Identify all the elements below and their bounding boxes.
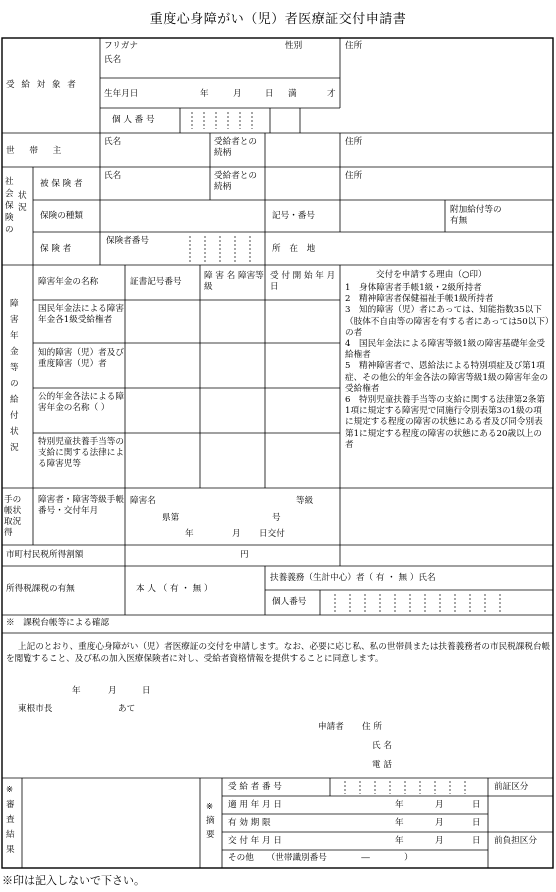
handbook-disability-name: 障害名 — [130, 496, 156, 506]
recipient-section-label: 受 給 対 象 者 — [6, 80, 78, 90]
office-valid-month: 月 — [435, 818, 444, 828]
pension-row-1: 国民年金法による障害年金各1級受給権者 — [38, 304, 124, 325]
reason-item-3: 3 知的障害（児）者にあっては、知能指数35以下（肢体不自由等の障害を有する者にあっては50以下）の者 — [345, 305, 550, 338]
insured-relation-label: 受給者との続柄 — [214, 171, 257, 192]
reason-item-2: 2 精神障害者保健福祉手帳1級所持者 — [345, 294, 494, 305]
handbook-label: 障害者・障害等級手帳番号・交付年月 — [38, 495, 124, 516]
insured-address-label: 住所 — [345, 171, 363, 181]
insurer-no-label: 保険者番号 — [106, 236, 149, 246]
office-prev-burden: 前負担区分 — [494, 836, 537, 846]
applicant-address: 住 所 — [362, 722, 382, 732]
form-title: 重度心身障がい（児）者医療証交付申請書 — [149, 12, 407, 27]
addressee-to: あて — [118, 704, 136, 714]
tax-personal-no-label: 個人番号 — [272, 597, 307, 607]
reason-item-6: 6 特別児童扶養手当等の支給に関する法律第2条第1項に規定する障害児で同施行令別表第3の1級の項に規定する程度の障害の状態にある者及び同令別表第1に規定する程度の障害の状態にある20歳以上の者 — [345, 395, 545, 450]
dob-full: 満 — [288, 89, 297, 99]
recipient-address-label: 住所 — [345, 41, 363, 51]
household-address-label: 住所 — [345, 137, 363, 147]
pension-row-2: 知的障害（児）者及び重度障害（児）者 — [38, 348, 124, 369]
dob-year: 年 — [200, 89, 209, 99]
insurer-label: 保 険 者 — [40, 244, 72, 254]
applicant-phone: 電 話 — [372, 760, 392, 770]
dob-day: 日 — [265, 89, 274, 99]
pension-row-4: 特別児童扶養手当等の支給に関する法律による障害児等 — [38, 437, 124, 469]
reason-item-5: 5 精神障害者で、恩給法による特別項症及び第1項症、その他公的年金各法の障害等級1級の障害年金の受給権者 — [345, 361, 549, 394]
office-valid-until: 有 効 期 限 — [228, 818, 271, 828]
reasons-list — [345, 283, 550, 451]
declaration-text: 上記のとおり、重度心身障がい（児）者医療証の交付を申請します。なお、必要に応じ私、私の世帯員または扶養義務者の市民税課税台帳を閲覧すること、及び私の加入医療保険者に対し、受給者資格情報を提供することに同意します。 — [6, 642, 551, 664]
ledger-check: ※ 課税台帳等による確認 — [6, 618, 110, 628]
gender-label: 性別 — [285, 41, 303, 51]
office-issue-month: 月 — [435, 836, 444, 846]
household-relation-label: 受給者との続柄 — [214, 137, 257, 158]
office-other: その他 （世帯識別番号 ― ） — [228, 853, 413, 863]
handbook-number: 号 — [272, 513, 281, 523]
office-recipient-no: 受 給 者 番 号 — [228, 782, 282, 792]
insurance-section-label-1: 社 会 保 険 の — [5, 177, 14, 235]
handbook-year: 年 — [185, 529, 194, 539]
reason-item-1: 1 身体障害者手帳1級・2級所持者 — [345, 283, 482, 293]
tax-self: 本 人 （ 有 ・ 無 ） — [136, 584, 213, 594]
office-applied-year: 年 — [395, 800, 404, 810]
reason-item-4: 4 国民年金法による障害等級1級の障害基礎年金受給権者 — [345, 339, 545, 361]
pension-col-start: 受 付 開 始 年 月 日 — [270, 271, 336, 292]
reasons-title: 交付を申請する理由（○印） — [376, 270, 487, 280]
office-valid-year: 年 — [395, 818, 404, 828]
office-issue-year: 年 — [395, 836, 404, 846]
tax-label: 所得税課税の有無 — [6, 584, 75, 594]
date-month: 月 — [108, 686, 117, 696]
pension-col-cert: 証書記号番号 — [130, 277, 182, 287]
additional-benefit-label: 附加給付等の有無 — [450, 205, 502, 226]
office-applied-date: 適 用 年 月 日 — [228, 800, 282, 810]
dob-age: 才 — [327, 89, 336, 99]
recipient-name-label: 氏名 — [104, 55, 122, 65]
applicant-label: 申請者 — [318, 722, 344, 732]
household-section-label: 世 帯 主 — [6, 146, 68, 156]
insurance-number-label: 記号・番号 — [272, 211, 315, 221]
footer-note: ※印は記入しないで下さい。 — [2, 874, 145, 887]
handbook-grade: 等級 — [296, 496, 314, 506]
date-day: 日 — [142, 686, 151, 696]
insurer-location-label: 所 在 地 — [272, 244, 319, 254]
office-prev-class: 前証区分 — [494, 782, 529, 792]
household-name-label: 氏名 — [104, 137, 122, 147]
handbook-section-label: 手の 帳状 取況 得 — [4, 495, 22, 538]
addressee-mayor: 東根市長 — [18, 704, 53, 714]
recipient-personal-no-label: 個 人 番 号 — [112, 115, 155, 125]
date-year: 年 — [72, 686, 81, 696]
office-applied-day: 日 — [472, 800, 481, 810]
insured-label: 被 保 険 者 — [40, 179, 83, 189]
insurance-type-label: 保険の種類 — [40, 211, 83, 221]
pension-col-grade: 障 害 名 障害等級 — [204, 271, 264, 292]
pension-row-3: 公的年金各法による障害年金の名称（ ） — [38, 392, 124, 413]
office-applied-month: 月 — [435, 800, 444, 810]
tax-dependent: 扶養義務（生計中心）者（ 有 ・ 無 ）氏名 — [270, 573, 436, 583]
office-issue-day: 日 — [472, 836, 481, 846]
income-label: 市町村民税所得割額 — [6, 550, 84, 560]
pension-col-name: 障害年金の名称 — [38, 277, 99, 287]
review-result-label: ※ 審 査 結 果 — [6, 785, 15, 855]
income-unit: 円 — [240, 550, 249, 560]
handbook-month: 月 — [232, 529, 241, 539]
handbook-issued: 日交付 — [259, 529, 285, 539]
insurance-section-label-2: 状 況 — [18, 191, 27, 213]
pension-section-label: 障 害 年 金 等 の 給 付 状 況 — [10, 299, 19, 453]
applicant-name: 氏 名 — [372, 741, 392, 751]
dob-label: 生年月日 — [104, 89, 139, 99]
summary-label: ※ 摘 要 — [206, 802, 215, 840]
office-valid-day: 日 — [472, 818, 481, 828]
handbook-prefecture: 県第 — [162, 513, 180, 523]
insured-name-label: 氏名 — [104, 171, 122, 181]
furigana-label: フリガナ — [104, 41, 138, 51]
dob-month: 月 — [233, 89, 242, 99]
office-issue-date: 交 付 年 月 日 — [228, 836, 282, 846]
